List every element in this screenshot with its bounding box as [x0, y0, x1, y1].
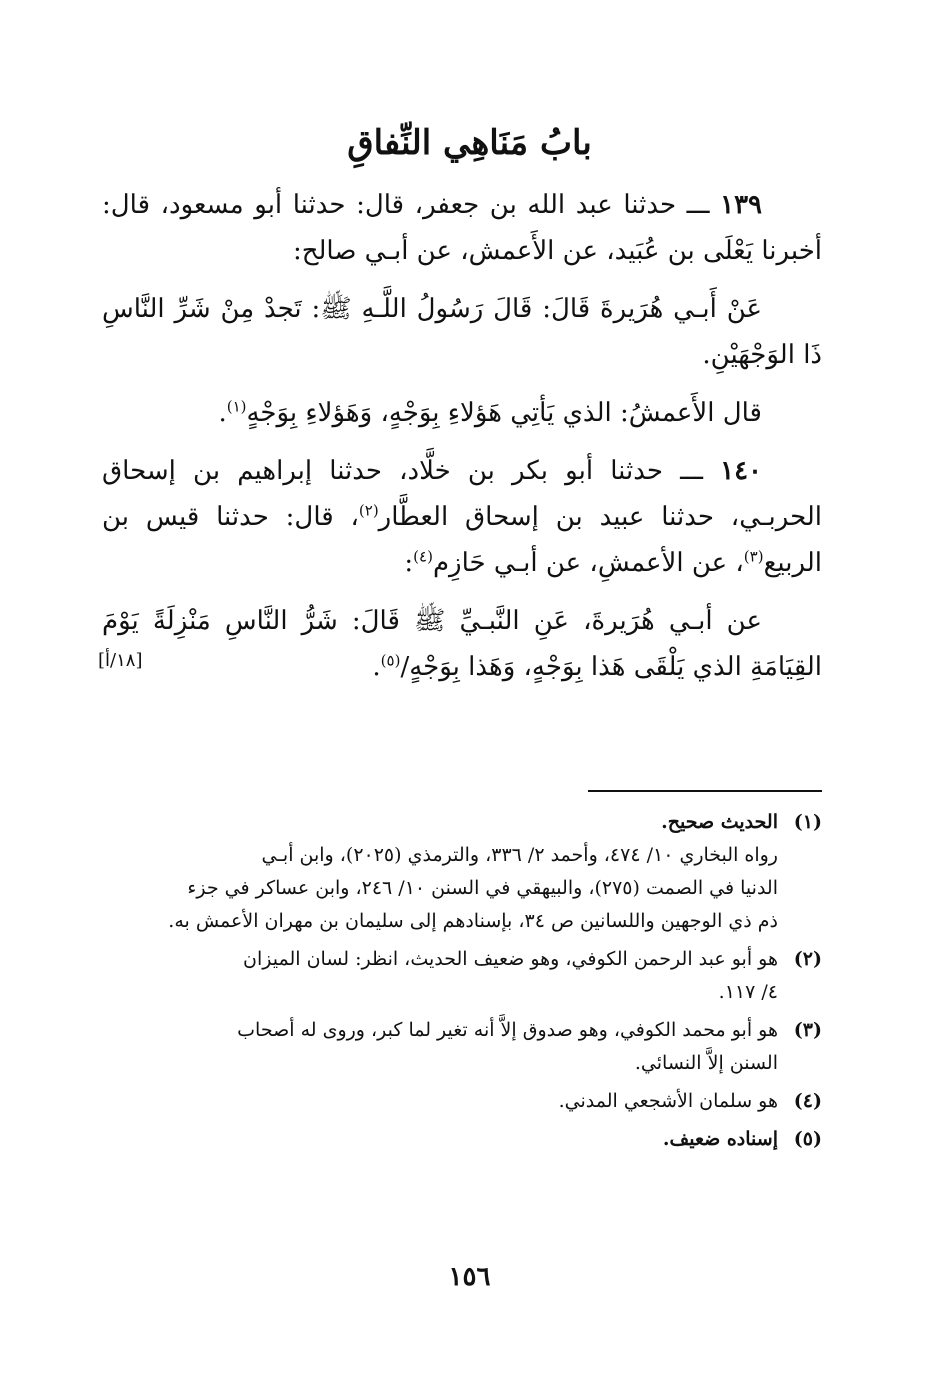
footnotes — [104, 806, 822, 1161]
footnote-body — [104, 1014, 778, 1080]
hadith-number: ١٣٩ — [720, 190, 763, 220]
comment-end: . — [218, 398, 227, 428]
footnote-body — [104, 1085, 778, 1118]
isnad-text-b: ، قال: حدثنا قيس بن الربيع — [102, 502, 822, 578]
hadith-140-matn — [98, 598, 822, 690]
comment-text: قال الأَعمشُ: الذي يَأتِي هَؤلاءِ بِوَجْهٍ، وَهَؤلاءِ بِوَجْهٍ — [246, 398, 762, 428]
footnote-ref-1[interactable]: (١) — [226, 397, 247, 416]
footnote-3 — [104, 1014, 822, 1080]
footnote-line: رواه البخاري ١٠/ ٤٧٤، وأحمد ٢/ ٣٣٦، والترمذي (٢٠٢٥)، وابن أبـي — [261, 844, 778, 866]
footnote-line: ذم ذي الوجهين واللسانين ص ٣٤، بإسنادهم إلى سليمان بن مهران الأعمش به. — [168, 910, 778, 932]
footnote-4 — [104, 1085, 822, 1118]
footnote-body — [104, 806, 778, 938]
footnote-number: (٣) — [793, 1019, 822, 1041]
footnote-heading: الحديث صحيح. — [661, 811, 778, 833]
manuscript-folio-note: [١٨/أ] — [98, 650, 143, 671]
footnote-ref-5[interactable]: (٥) — [380, 651, 401, 670]
hadith-number: ١٤٠ — [720, 456, 763, 486]
footnote-line: هو أبو محمد الكوفي، وهو صدوق إلاَّ أنه تغير لما كبر، وروى له أصحاب — [237, 1019, 778, 1041]
hadith-139-isnad — [102, 182, 822, 274]
footnote-separator — [588, 790, 822, 792]
footnote-body — [104, 943, 778, 1009]
footnote-line: هو أبو عبد الرحمن الكوفي، وهو ضعيف الحديث، انظر: لسان الميزان — [243, 948, 778, 970]
isnad-text: ـــ حدثنا عبد الله بن جعفر، قال: حدثنا أبو مسعود، قال: أخبرنا يَعْلَى بن عُبَيد، عن الأَعمش، عن أبـي صالح: — [102, 190, 822, 266]
footnote-1 — [104, 806, 822, 938]
page-number: ١٥٦ — [448, 1262, 491, 1292]
matn-text: عَنْ أَبـي هُرَيرةَ قَالَ: قَالَ رَسُولُ اللَّـهِ ﷺ: تَجدْ مِنْ شَرِّ النَّاسِ ذَا الوَجْهَيْنِ. — [102, 294, 822, 370]
footnote-ref-3[interactable]: (٣) — [743, 547, 764, 566]
footnote-number: (٤) — [793, 1090, 822, 1112]
isnad-text-c: ، عن الأعمشِ، عن أبـي حَازِم — [432, 548, 744, 578]
main-text — [98, 182, 823, 702]
footnote-line: السنن إلاَّ النسائي. — [634, 1052, 778, 1074]
footnote-line: إسناده ضعيف. — [662, 1128, 778, 1150]
matn-end: . — [372, 652, 381, 682]
footnote-5 — [104, 1123, 822, 1156]
hadith-139-matn — [102, 286, 822, 378]
matn-text: عن أبـي هُرَيرةَ، عَنِ النَّبـيِّ ﷺ قَالَ: شَرُّ النَّاسِ مَنْزِلَةً يَوْمَ القِيَامَةِ الذي يَلْقَى هَذا بِوَجْهٍ، وَهَذا بِوَجْهٍ/ — [102, 606, 822, 682]
footnote-line: الدنيا في الصمت (٢٧٥)، والبيهقي في السنن ١٠/ ٢٤٦، وابن عساكر في جزء — [187, 877, 778, 899]
footnote-line: ٤/ ١١٧. — [718, 981, 778, 1003]
chapter-title: بابُ مَنَاهِي النِّفاقِ — [347, 123, 592, 163]
footnote-body — [104, 1123, 778, 1156]
footnote-ref-4[interactable]: (٤) — [413, 547, 433, 566]
footnote-number: (١) — [793, 811, 822, 833]
footnote-number: (٥) — [793, 1128, 822, 1150]
isnad-text-a: ـــ حدثنا أبو بكر بن خلَّاد، حدثنا إبراهيم بن إسحاق الحربـي، حدثنا عبيد بن إسحاق العطَّار — [102, 456, 823, 532]
isnad-text-d: : — [404, 548, 414, 578]
footnote-ref-2[interactable]: (٢) — [358, 501, 379, 520]
hadith-140-isnad — [102, 448, 822, 586]
footnote-line: هو سلمان الأشجعي المدني. — [558, 1090, 778, 1112]
footnote-number: (٢) — [793, 948, 822, 970]
hadith-139-comment — [102, 390, 822, 436]
footnote-2 — [104, 943, 822, 1009]
